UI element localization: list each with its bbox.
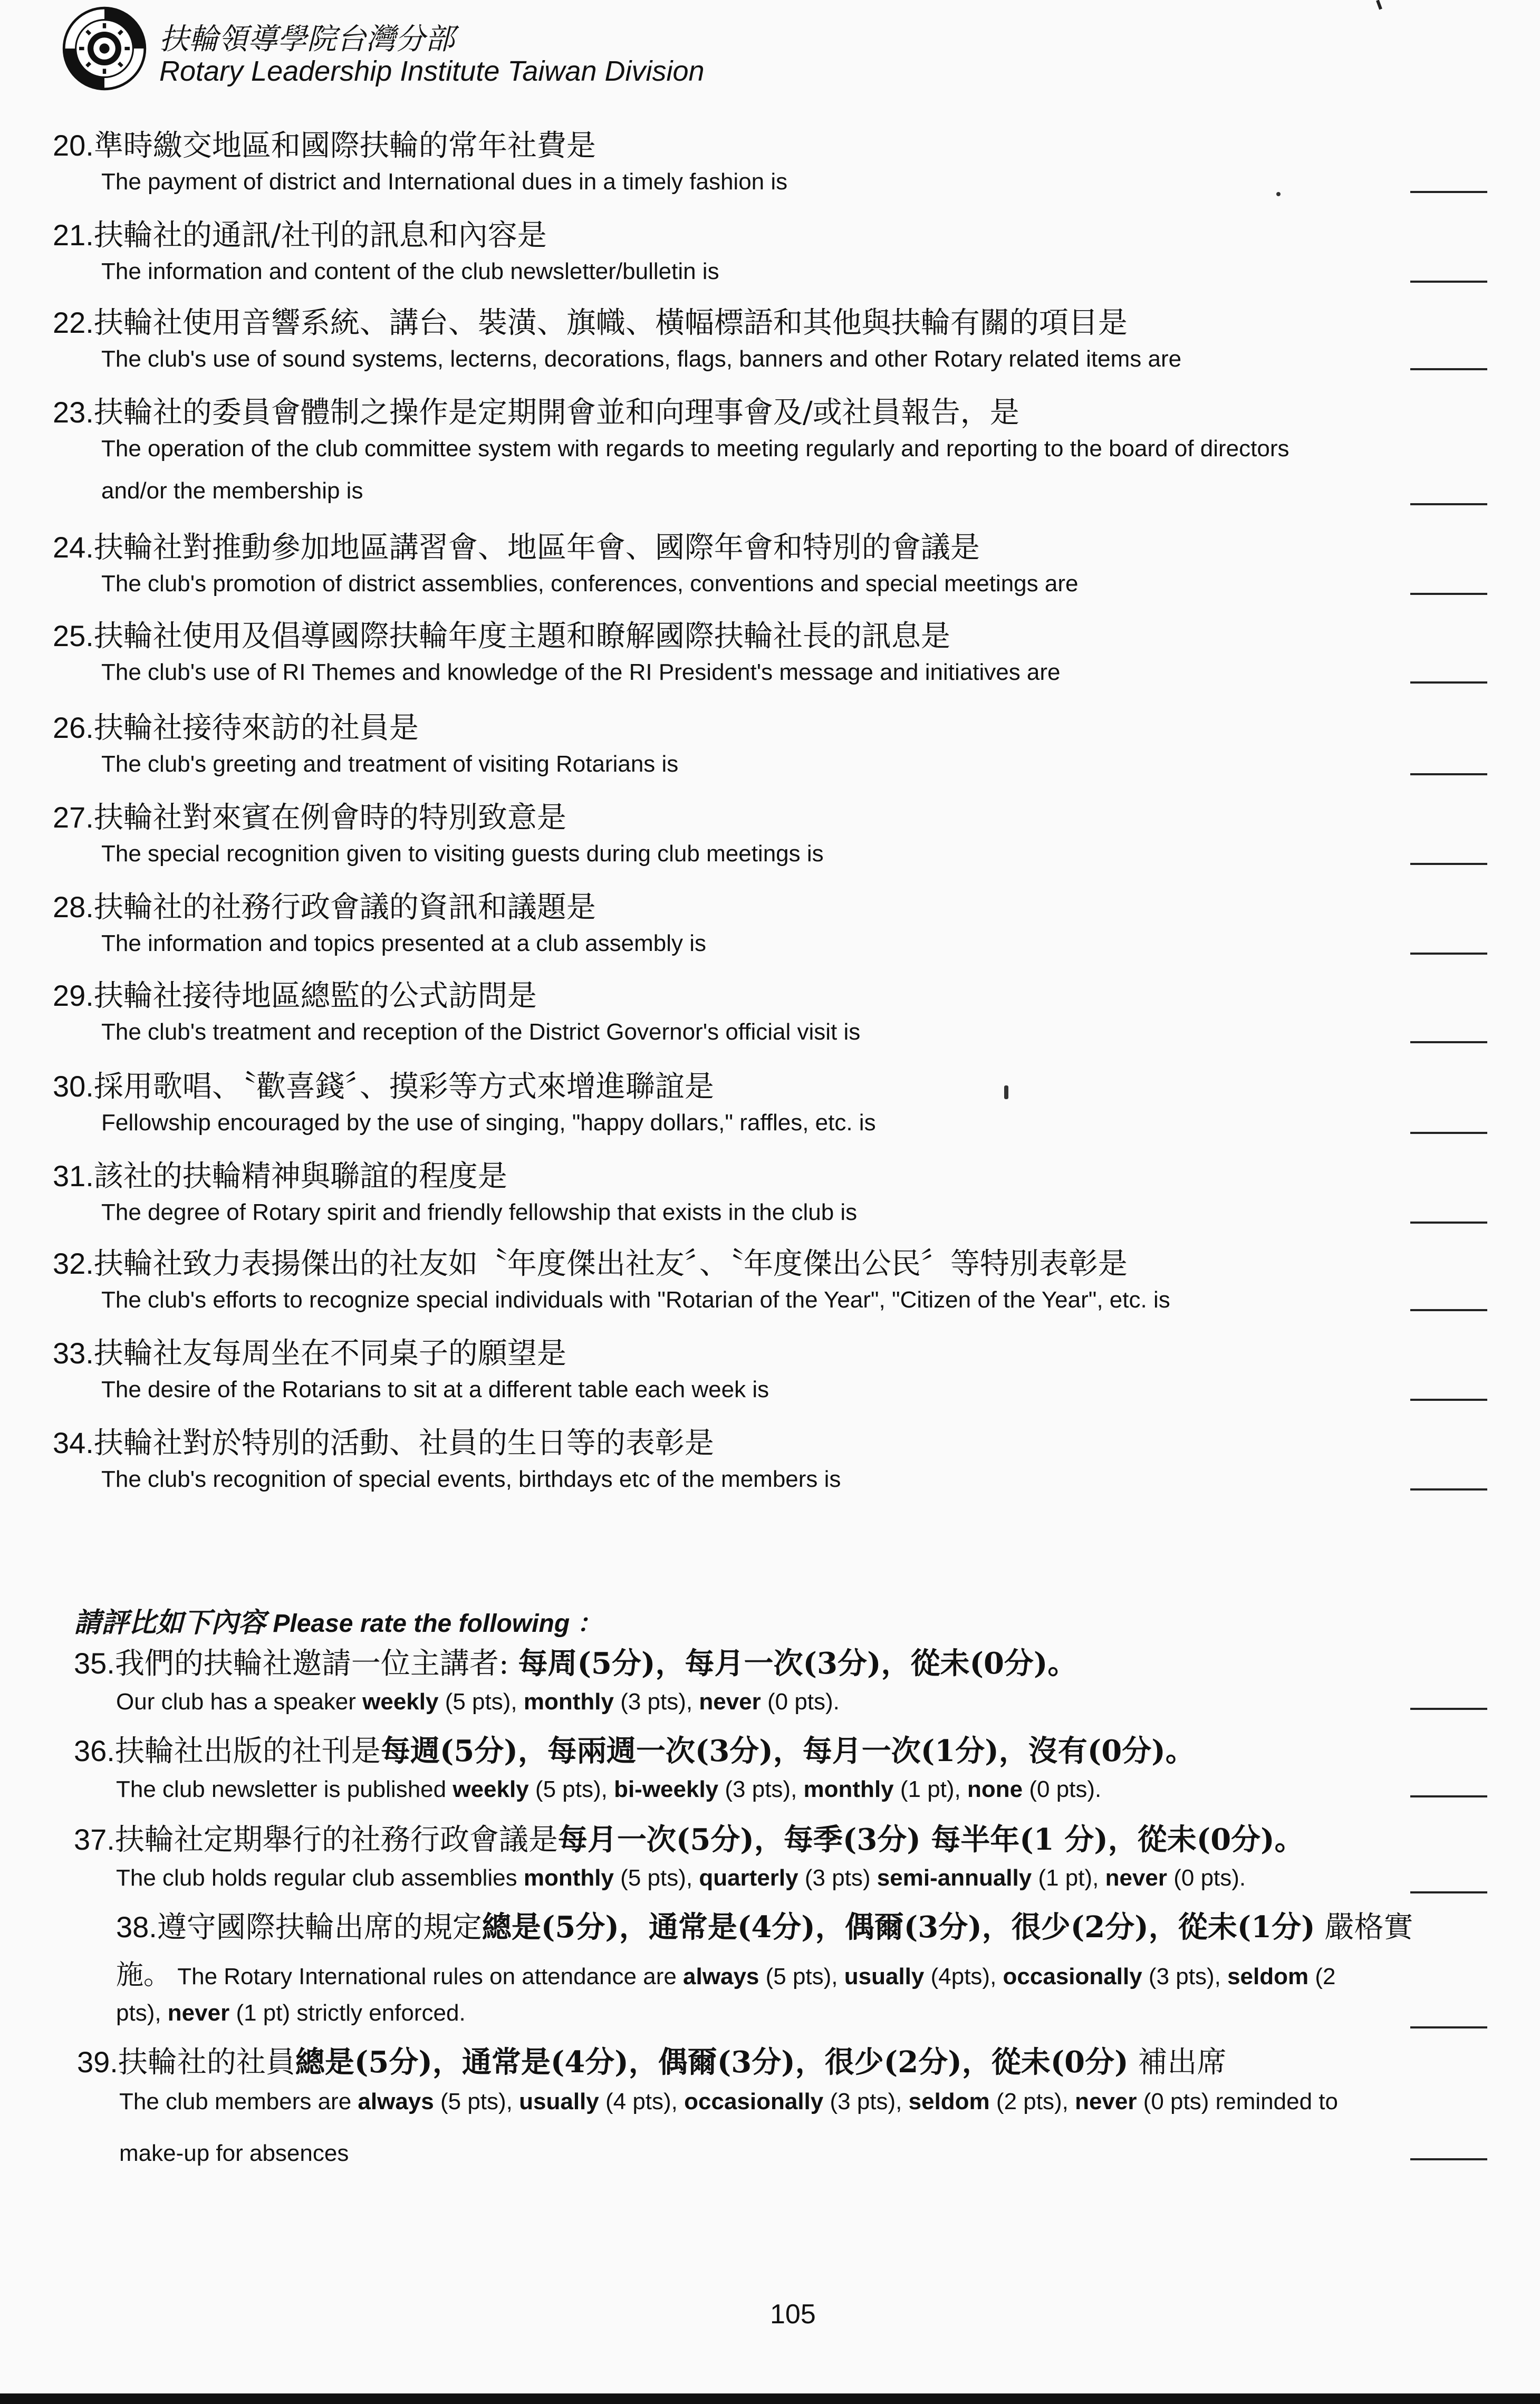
question-text-en: The club's efforts to recognize special individuals with "Rotarian of the Year", "Citizen of the Year", etc. is (101, 1287, 1170, 1313)
page-bottom-edge (0, 2393, 1540, 2404)
answer-blank[interactable] (1410, 863, 1487, 865)
rating-heading-zh: 請評比如下內容 (74, 1607, 266, 1639)
org-name-zh: 扶輪領導學院台灣分部 (159, 22, 455, 56)
answer-blank[interactable] (1410, 1795, 1487, 1797)
question-text-en-line2: make-up for absences (119, 2140, 349, 2166)
rating-options-zh: 每周(5分)，每月一次(3分)，從未(0分)。 (518, 1646, 1077, 1681)
answer-blank[interactable] (1410, 953, 1487, 955)
org-name-en: Rotary Leadership Institute Taiwan Division (159, 55, 705, 87)
answer-blank[interactable] (1410, 1708, 1487, 1710)
question-number: 38. (116, 1910, 157, 1944)
answer-blank[interactable] (1410, 681, 1487, 684)
question-number: 32. (53, 1247, 94, 1280)
document-header (62, 4, 853, 94)
answer-blank[interactable] (1410, 1222, 1487, 1224)
question-text-zh: 扶輪社出版的社刊是 (114, 1734, 381, 1768)
question-text-zh: 該社的扶輪精神與聯誼的程度是 (93, 1159, 507, 1194)
scan-mark (1376, 0, 1382, 9)
question-text-zh: 扶輪社的社員 (118, 2045, 295, 2080)
scan-speck (1004, 1085, 1008, 1099)
answer-blank[interactable] (1410, 368, 1487, 370)
question-text-zh: 扶輪社的委員會體制之操作是定期開會並和向理事會及/或社員報告，是 (93, 396, 1019, 430)
rotary-seal-icon (62, 6, 147, 91)
question-text-zh: 扶輪社的社務行政會議的資訊和議題是 (93, 890, 596, 925)
answer-blank[interactable] (1410, 2158, 1487, 2160)
answer-blank[interactable] (1410, 191, 1487, 193)
question-number: 27. (53, 801, 94, 834)
question-number: 39. (77, 2045, 118, 2079)
question-number: 29. (53, 979, 94, 1012)
question-text-en: The club's use of sound systems, lecterns, decorations, flags, banners and other Rotary related items are (101, 346, 1182, 372)
question-text-en: The club's recognition of special events, birthdays etc of the members is (101, 1466, 841, 1492)
question-text-en: Our club has a speaker weekly (5 pts), monthly (3 pts), never (0 pts). (116, 1689, 840, 1715)
rating-options-zh: 總是(5分)，通常是(4分)，偶爾(3分)，很少(2分)，從未(1分) (482, 1910, 1315, 1945)
question-number: 25. (53, 619, 94, 652)
question-text-en: The special recognition given to visiting guests during club meetings is (101, 841, 824, 867)
question-text-zh: 扶輪社對於特別的活動、社員的生日等的表彰是 (93, 1426, 714, 1460)
rating-options-zh: 總是(5分)，通常是(4分)，偶爾(3分)，很少(2分)，從未(0分) (295, 2045, 1129, 2080)
question-number: 23. (53, 396, 94, 429)
question-text-zh: 扶輪社接待來訪的社員是 (93, 711, 419, 745)
question-text-zh-end: 嚴格實 (1315, 1910, 1413, 1945)
question-text-en: Fellowship encouraged by the use of singing, "happy dollars," raffles, etc. is (101, 1110, 876, 1136)
answer-blank[interactable] (1410, 2026, 1487, 2028)
question-number: 28. (53, 890, 94, 924)
answer-blank[interactable] (1410, 503, 1487, 505)
question-number: 21. (53, 218, 94, 252)
rating-heading-colon: ： (576, 1610, 602, 1638)
question-number: 26. (53, 711, 94, 744)
question-number: 34. (53, 1426, 94, 1459)
answer-blank[interactable] (1410, 1488, 1487, 1491)
question-text-zh: 扶輪社使用音響系統、講台、裝潢、旗幟、橫幅標語和其他與扶輪有關的項目是 (93, 306, 1128, 340)
question-text-en: The operation of the club committee system with regards to meeting regularly and reporting to the board of directors (101, 436, 1289, 461)
question-text-en: The information and content of the club newsletter/bulletin is (101, 258, 719, 284)
answer-blank[interactable] (1410, 1891, 1487, 1893)
scan-speck (1276, 192, 1281, 196)
question-text-en-line2: and/or the membership is (101, 478, 363, 504)
question-text-zh: 扶輪社使用及倡導國際扶輪年度主題和瞭解國際扶輪社長的訊息是 (93, 619, 950, 653)
question-text-zh: 遵守國際扶輪出席的規定 (157, 1910, 482, 1945)
question-number: 35. (74, 1647, 115, 1680)
page-number: 105 (770, 2299, 816, 2330)
question-text-en: The club's use of RI Themes and knowledge of the RI President's message and initiatives are (101, 659, 1061, 685)
question-number: 22. (53, 306, 94, 339)
question-text-en: The club's treatment and reception of the District Governor's official visit is (101, 1019, 861, 1045)
question-text-en-line2: pts), never (1 pt) strictly enforced. (116, 2000, 466, 2026)
question-number: 30. (53, 1070, 94, 1103)
question-text-zh: 採用歌唱、〝歡喜錢〞、摸彩等方式來增進聯誼是 (93, 1070, 714, 1104)
question-text-zh: 扶輪社定期舉行的社務行政會議是 (114, 1823, 558, 1857)
answer-blank[interactable] (1410, 1309, 1487, 1311)
question-text-en: The information and topics presented at a club assembly is (101, 930, 707, 956)
question-text-en: The club newsletter is published weekly (5 pts), bi-weekly (3 pts), monthly (1 pt), none (0 pts). (116, 1776, 1102, 1802)
question-text-zh: 扶輪社的通訊/社刊的訊息和內容是 (93, 218, 547, 253)
question-text-en: The club's greeting and treatment of visiting Rotarians is (101, 751, 679, 777)
question-text-zh-end: 補出席 (1128, 2045, 1227, 2080)
question-text-en: The club's promotion of district assemblies, conferences, conventions and special meetings are (101, 571, 1079, 597)
rating-section-heading (74, 1600, 602, 1640)
question-number: 20. (53, 129, 94, 162)
rating-options-zh: 每週(5分)，每兩週一次(3分)，每月一次(1分)，沒有(0分)。 (380, 1734, 1195, 1768)
answer-blank[interactable] (1410, 1041, 1487, 1043)
question-text-zh: 扶輪社致力表揚傑出的社友如〝年度傑出社友〞、〝年度傑出公民〞等特別表彰是 (93, 1247, 1128, 1281)
question-text-en: The desire of the Rotarians to sit at a different table each week is (101, 1377, 769, 1402)
question-number: 33. (53, 1336, 94, 1370)
answer-blank[interactable] (1410, 1132, 1487, 1134)
question-number: 37. (74, 1823, 115, 1856)
question-text-en: 施。 The Rotary International rules on attendance are always (5 pts), usually (4pts), occasionally (3 pts), seldom (2 (116, 1959, 1336, 1991)
question-number: 36. (74, 1734, 115, 1767)
question-text-en: The club holds regular club assemblies monthly (5 pts), quarterly (3 pts) semi-annually (1 pt), never (0 pts). (116, 1865, 1246, 1891)
question-number: 31. (53, 1159, 94, 1193)
answer-blank[interactable] (1410, 593, 1487, 595)
rating-heading-en: Please rate the following (273, 1610, 570, 1638)
question-text-zh: 扶輪社友每周坐在不同桌子的願望是 (93, 1336, 566, 1371)
answer-blank[interactable] (1410, 1399, 1487, 1401)
question-text-zh: 扶輪社對推動參加地區講習會、地區年會、國際年會和特別的會議是 (93, 531, 980, 565)
question-text-zh: 扶輪社接待地區總監的公式訪問是 (93, 979, 537, 1013)
answer-blank[interactable] (1410, 773, 1487, 775)
rating-options-zh: 每月一次(5分)，每季(3分) 每半年(1 分)，從未(0分)。 (557, 1822, 1304, 1857)
question-text-en: The payment of district and International dues in a timely fashion is (101, 169, 788, 195)
question-text-zh: 準時繳交地區和國際扶輪的常年社費是 (93, 129, 596, 163)
question-text-zh: 我們的扶輪社邀請一位主講者: (114, 1647, 518, 1681)
answer-blank[interactable] (1410, 281, 1487, 283)
question-text-zh: 扶輪社對來賓在例會時的特別致意是 (93, 801, 566, 835)
question-text-en: The degree of Rotary spirit and friendly fellowship that exists in the club is (101, 1199, 858, 1225)
question-text-en: The club members are always (5 pts), usually (4 pts), occasionally (3 pts), seldom (2 pts), never (0 pts) reminded to (119, 2089, 1338, 2114)
question-number: 24. (53, 531, 94, 564)
